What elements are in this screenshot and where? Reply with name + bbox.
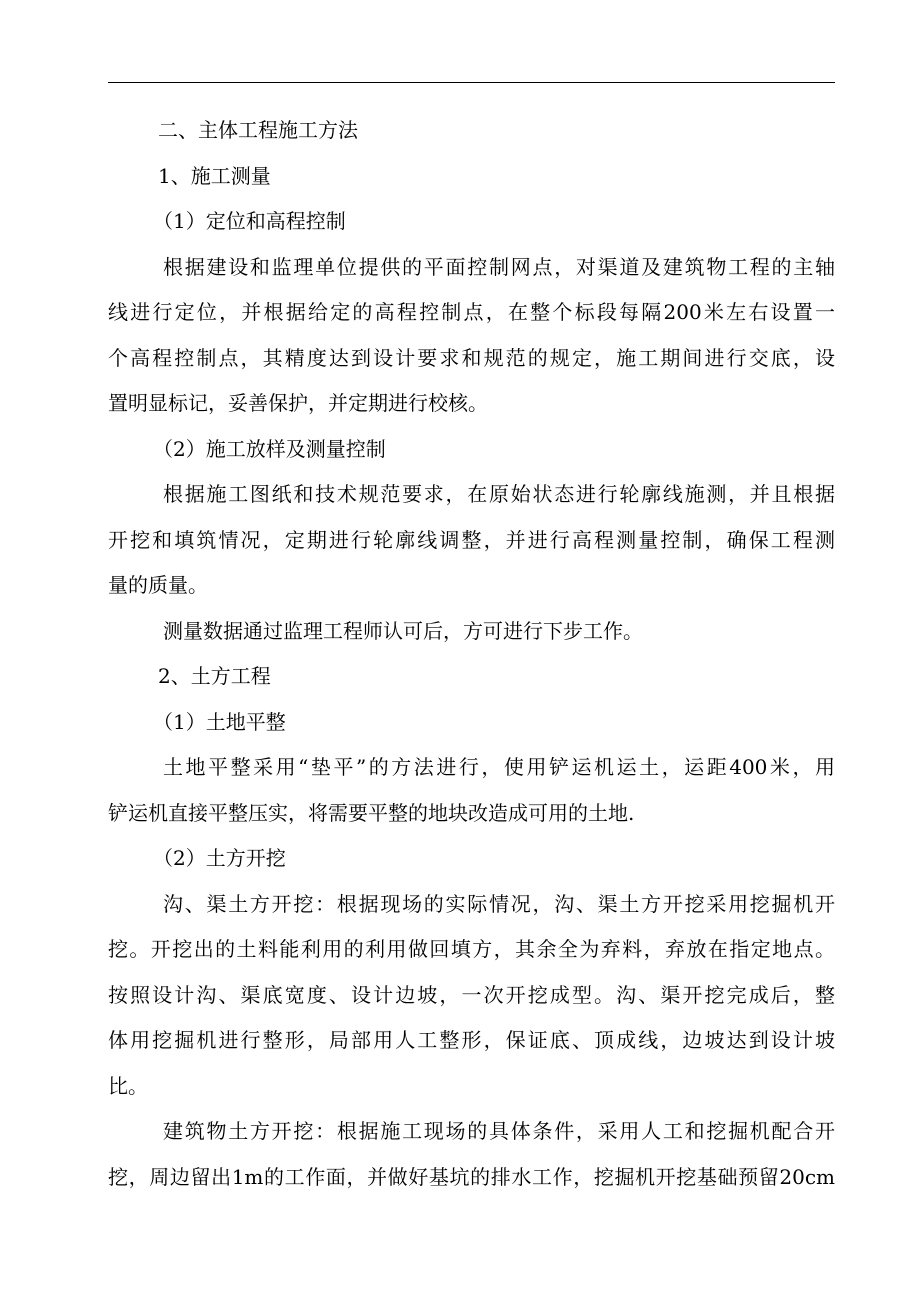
item-heading: （1）土地平整: [153, 709, 286, 734]
paragraph-line: 量的质量。: [108, 573, 208, 597]
paragraph-line: 建筑物土方开挖：根据施工现场的具体条件，采用人工和挖掘机配合开: [163, 1119, 835, 1143]
paragraph-line: 根据建设和监理单位提供的平面控制网点，对渠道及建筑物工程的主轴: [163, 254, 835, 279]
paragraph-line: 比。: [108, 1073, 148, 1098]
paragraph-line: 沟、渠土方开挖：根据现场的实际情况，沟、渠土方开挖采用挖掘机开: [163, 891, 835, 916]
subsection-heading: 1、施工测量: [158, 163, 271, 188]
paragraph-line: 铲运机直接平整压实，将需要平整的地块改造成可用的土地.: [108, 800, 635, 825]
subsection-heading: 2、土方工程: [158, 664, 271, 688]
paragraph-line: 置明显标记，妥善保护，并定期进行校核。: [108, 391, 488, 415]
item-heading: （1）定位和高程控制: [153, 209, 346, 233]
paragraph-line: 个高程控制点，其精度达到设计要求和规范的规定，施工期间进行交底，设: [108, 345, 835, 370]
paragraph-line: 测量数据通过监理工程师认可后，方可进行下步工作。: [163, 618, 643, 643]
paragraph-line: 挖，周边留出1m的工作面，并做好基坑的排水工作，挖掘机开挖基础预留20cm: [108, 1164, 835, 1189]
paragraph-line: 体用挖掘机进行整形，局部用人工整形，保证底、顶成线，边坡达到设计坡: [108, 1028, 835, 1052]
item-heading: （2）土方开挖: [153, 846, 286, 870]
item-heading: （2）施工放样及测量控制: [153, 436, 386, 461]
paragraph-line: 按照设计沟、渠底宽度、设计边坡，一次开挖成型。沟、渠开挖完成后，整: [108, 982, 835, 1007]
section-heading: 二、主体工程施工方法: [158, 118, 358, 142]
paragraph-line: 土地平整采用“垫平”的方法进行，使用铲运机运土，运距400米，用: [163, 755, 835, 779]
paragraph-line: 线进行定位，并根据给定的高程控制点，在整个标段每隔200米左右设置一: [108, 300, 835, 324]
paragraph-line: 根据施工图纸和技术规范要求，在原始状态进行轮廓线施测，并且根据: [163, 482, 835, 506]
document-body: [108, 108, 835, 1200]
paragraph-line: 挖。开挖出的土料能利用的利用做回填方，其余全为弃料，弃放在指定地点。: [108, 937, 835, 961]
header-rule: [108, 82, 835, 83]
paragraph-line: 开挖和填筑情况，定期进行轮廓线调整，并进行高程测量控制，确保工程测: [108, 527, 835, 552]
